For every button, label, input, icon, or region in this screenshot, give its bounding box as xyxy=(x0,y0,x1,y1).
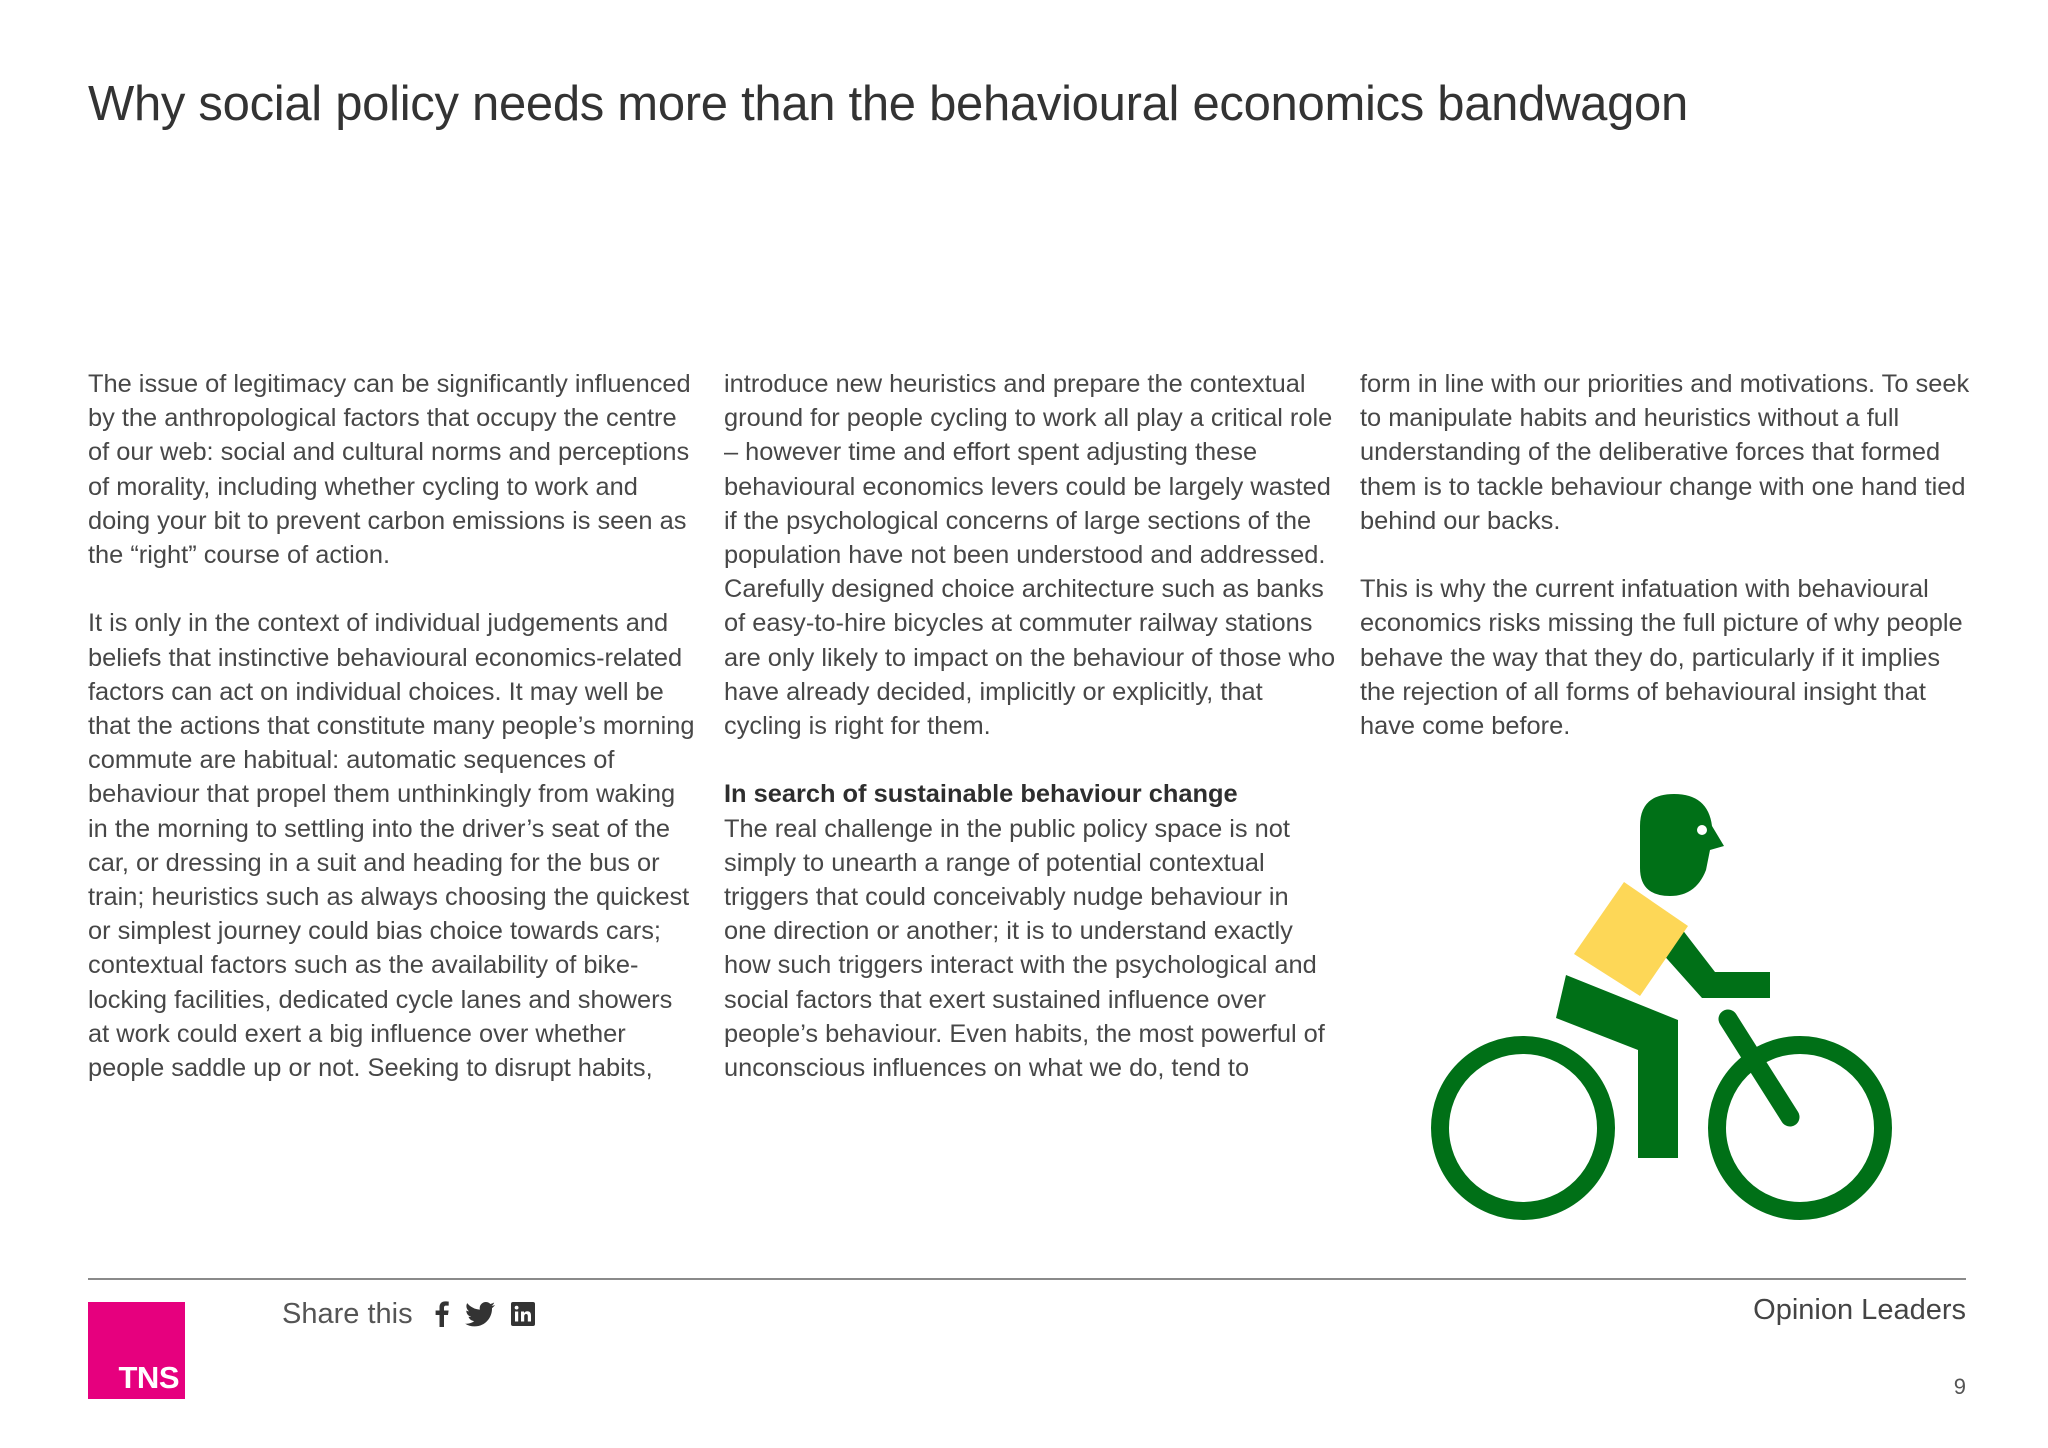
share-label: Share this xyxy=(282,1297,413,1330)
cyclist-icon xyxy=(1430,792,1900,1222)
section-label: Opinion Leaders xyxy=(1753,1294,1966,1326)
page-number: 9 xyxy=(1953,1374,1966,1399)
facebook-icon[interactable] xyxy=(435,1301,449,1327)
text-column-2 xyxy=(724,367,1336,1085)
tns-logo-text: TNS xyxy=(118,1360,179,1395)
page-title: Why social policy needs more than the behavioural economics bandwagon xyxy=(88,77,1688,131)
paragraph: This is why the current infatuation with behavioural economics risks missing the full picture of why people behave the way that they do, particularly if it implies the rejection of all forms of behavioural insight that have come before. xyxy=(1360,575,1963,741)
share-bar xyxy=(282,1294,551,1334)
linkedin-icon[interactable] xyxy=(511,1302,535,1326)
paragraph: introduce new heuristics and prepare the contextual ground for people cycling to work all play a critical role – however time and effort spent adjusting these behavioural economics levers could be largely wasted if the psychological concerns of large sections of the population have not been understood and addressed. Carefully designed choice architecture such as banks of easy-to-hire bicycles at commuter railway stations are only likely to impact on the behaviour of those who have already decided, implicitly or explicitly, that cycling is right for them. xyxy=(724,370,1336,741)
rider-eye xyxy=(1697,825,1707,835)
text-column-3 xyxy=(1360,367,1972,743)
front-wheel xyxy=(1717,1045,1883,1211)
paragraph: form in line with our priorities and motivations. To seek to manipulate habits and heuristics without a full understanding of the deliberative forces that formed them is to tackle behaviour change with one hand tied behind our backs. xyxy=(1360,370,1970,535)
twitter-icon[interactable] xyxy=(465,1302,495,1327)
rear-wheel xyxy=(1440,1045,1606,1211)
paragraph: The real challenge in the public policy space is not simply to unearth a range of potential contextual triggers that could conceivably nudge behaviour in one direction or another; it is to understand exactly how such triggers interact with the psychological and social factors that exert sustained influence over people’s behaviour. Even habits, the most powerful of unconscious influences on what we do, tend to xyxy=(724,814,1325,1083)
rider-head xyxy=(1640,794,1724,896)
text-column-1 xyxy=(88,367,700,1085)
rider-torso xyxy=(1574,882,1688,996)
tns-logo[interactable] xyxy=(88,1302,185,1399)
paragraph: It is only in the context of individual judgements and beliefs that instinctive behavioural economics-related factors can act on individual choices. It may well be that the actions that constitute many people’s morning commute are habitual: automatic sequences of behaviour that propel them unthinkingly from waking in the morning to settling into the driver’s seat of the car, or dressing in a suit and heading for the bus or train; heuristics such as always choosing the quickest or simplest journey could bias choice towards cars; contextual factors such as the availability of bike-locking facilities, dedicated cycle lanes and showers at work could exert a big influence over whether people saddle up or not. Seeking to disrupt habits, xyxy=(88,609,695,1083)
footer-divider xyxy=(88,1278,1966,1280)
paragraph: The issue of legitimacy can be significantly influenced by the anthropological factors that occupy the centre of our web: social and cultural norms and perceptions of morality, including whether cycling to work and doing your bit to prevent carbon emissions is seen as the “right” course of action. xyxy=(88,370,691,570)
section-subheading: In search of sustainable behaviour change xyxy=(724,780,1238,809)
